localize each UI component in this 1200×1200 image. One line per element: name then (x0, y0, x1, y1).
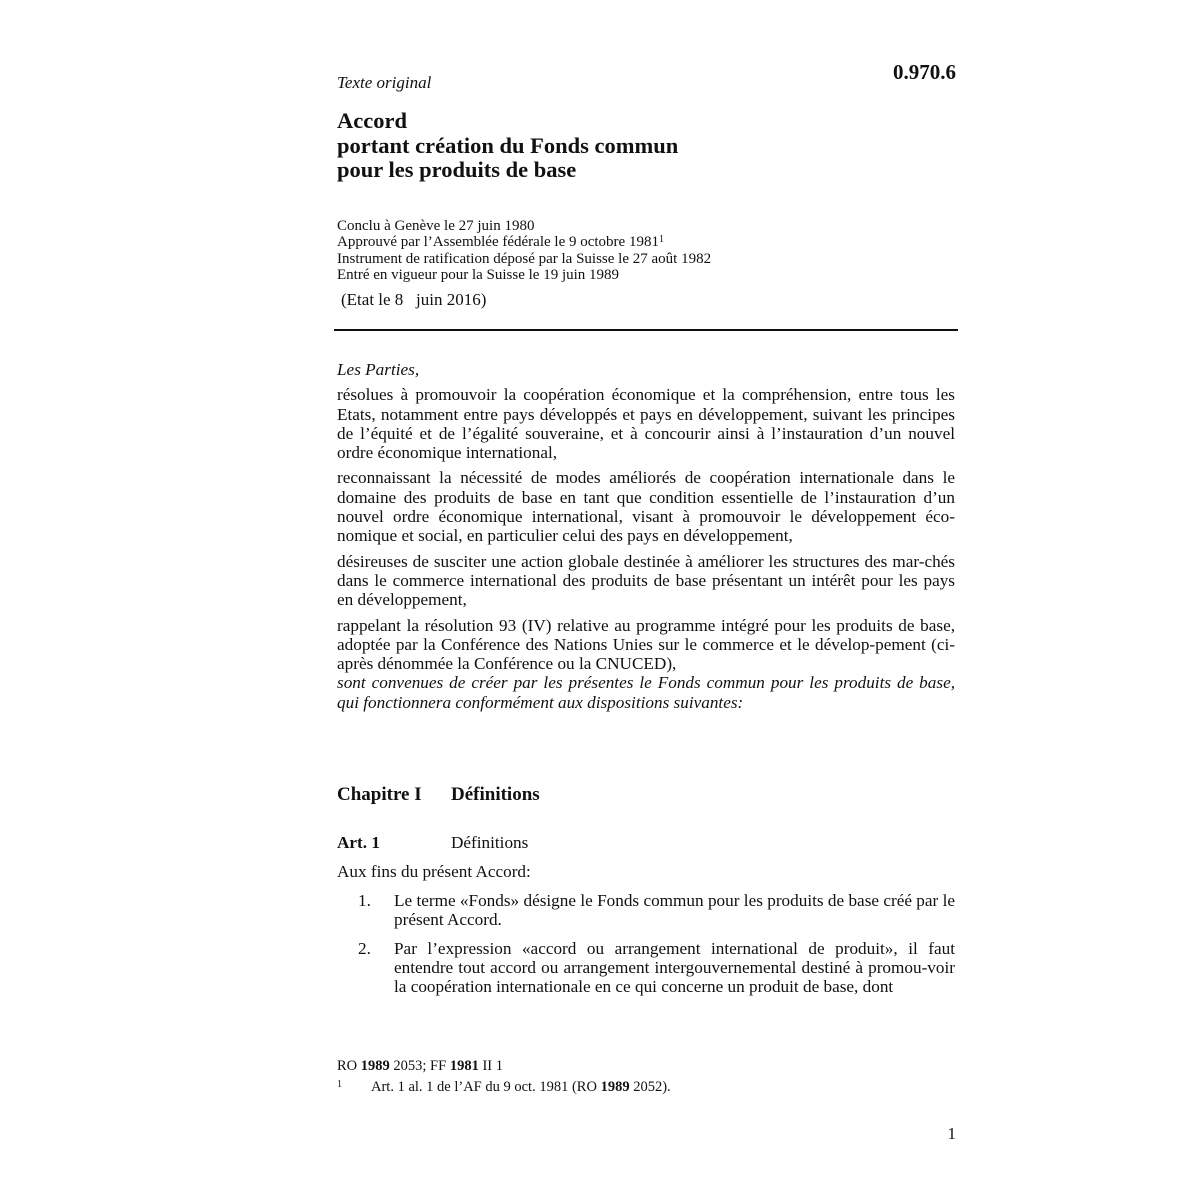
article-heading (337, 833, 528, 853)
footnote-text: Art. 1 al. 1 de l’AF du 9 oct. 1981 (RO (371, 1079, 601, 1095)
article-title: Définitions (451, 833, 529, 852)
ff-year: 1981 (449, 1058, 479, 1074)
ro-mid: 2053; FF (389, 1058, 450, 1074)
ro-year: 1989 (360, 1058, 390, 1074)
list-item-number: 2. (358, 938, 371, 958)
entry-into-force-date: Entré en vigueur pour la Suisse le 19 juin 1989 (337, 266, 620, 283)
footnote-reference[interactable]: 1 (658, 234, 664, 246)
preamble-paragraph: reconnaissant la nécessité de modes améliorés de coopération internationale dans le domaine des produits de base en tant que condition essentielle de l’instauration d’un nouvel ordre économique international, visant à promouvoir le développement éco-nomique et social, en particulier celui des pays en développement, (337, 468, 955, 546)
ratification-date: Instrument de ratification déposé par la Suisse le 27 août 1982 (337, 250, 712, 267)
article-number: Art. 1 (337, 833, 380, 852)
footnote-mark: 1 (337, 1079, 342, 1090)
page-number: 1 (947, 1124, 956, 1143)
title-line: portant création du Fonds commun (337, 132, 679, 158)
header-divider (334, 329, 958, 331)
preamble-closing: sont convenues de créer par les présentes le Fonds commun pour les produits de base, qui fonctionnera conformément aux dispositions suivantes: (337, 673, 955, 712)
list-item (337, 891, 955, 930)
list-item-text: Le terme «Fonds» désigne le Fonds commun pour les produits de base créé par le présent Accord. (394, 891, 955, 930)
chapter-number: Chapitre I (337, 784, 422, 805)
approval-date-line (337, 234, 711, 250)
footnote-suffix: 2052). (629, 1079, 671, 1095)
title-line: pour les produits de base (337, 157, 577, 182)
approval-date: Approuvé par l’Assemblée fédérale le 9 octobre 1981 (337, 234, 659, 251)
preamble-paragraph: désireuses de susciter une action globale destinée à améliorer les structures des mar-chés dans le commerce international des produits de base présentant un intérêt pour les pays en développement, (337, 551, 955, 610)
list-item (337, 939, 955, 997)
ro-prefix: RO (337, 1058, 361, 1074)
article-intro: Aux fins du présent Accord: (337, 862, 531, 881)
footnote-year: 1989 (600, 1079, 630, 1095)
document-title (337, 109, 678, 183)
list-item-text: Par l’expression «accord ou arrangement international de produit», il faut entendre tout accord ou arrangement intergouvernemental destiné à promou-voir la coopération internationale en ce qui concerne un produit de base, dont (394, 938, 955, 997)
status-date: (Etat le 8 juin 2016) (341, 290, 487, 309)
definitions-list (337, 891, 955, 1005)
list-item-number: 1. (358, 891, 371, 910)
document-status-label: Texte original (337, 73, 432, 92)
preamble (337, 360, 955, 712)
preamble-parties: Les Parties, (337, 360, 420, 379)
preamble-paragraph: rappelant la résolution 93 (IV) relative au programme intégré pour les produits de base, adoptée par la Conférence des Nations Unies sur le commerce et le dévelop-pement (ci-après dénommée la Conférence ou la CNUCED), (337, 615, 955, 674)
adoption-details (337, 218, 711, 283)
sr-reference-number: 0.970.6 (893, 60, 956, 84)
chapter-heading (337, 784, 540, 806)
chapter-title: Définitions (451, 784, 540, 805)
conclusion-date: Conclu à Genève le 27 juin 1980 (337, 218, 535, 234)
official-compilation-reference (337, 1058, 503, 1075)
footnote (337, 1079, 671, 1096)
title-line: Accord (337, 108, 407, 133)
ff-suffix: II 1 (478, 1058, 503, 1074)
preamble-paragraph: résolues à promouvoir la coopération économique et la compréhension, entre tous les Etats, notamment entre pays développés et pays en développement, suivant les principes de l’équité et de l’égalité souveraine, et à concourir ainsi à l’instauration d’un nouvel ordre économique international, (337, 385, 955, 463)
